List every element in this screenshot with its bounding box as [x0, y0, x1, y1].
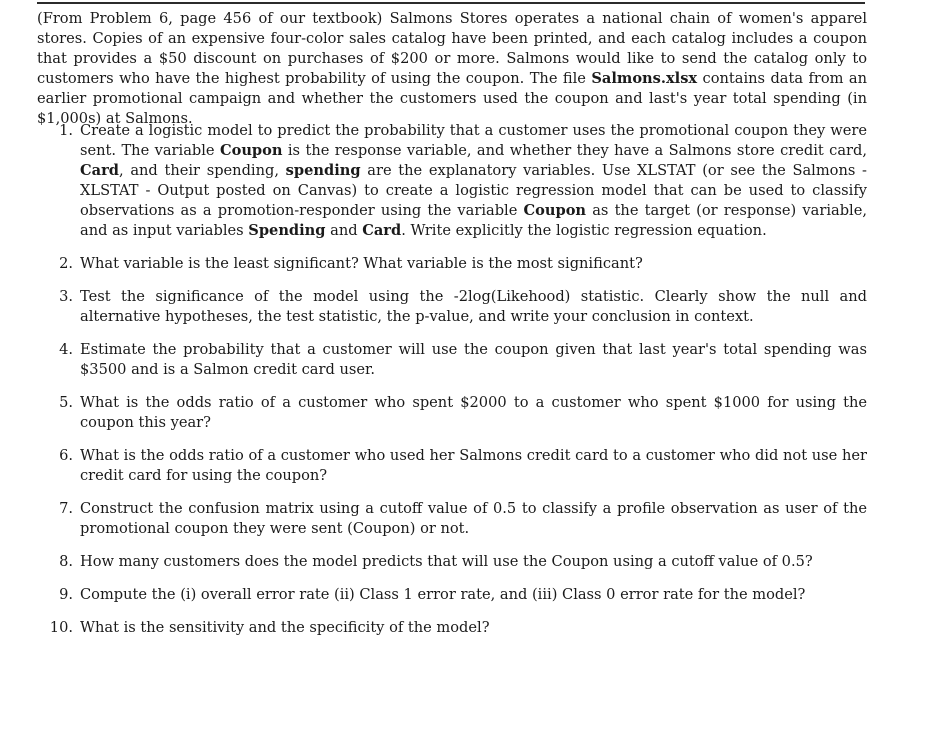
question-text: Test the significance of the model using the -2log(Likehood) statistic. Clearly show the null and alternative hypotheses, the test statistic, the p-value, and write your conclusion in context. — [80, 288, 867, 325]
question-1 — [37, 121, 867, 241]
question-list — [37, 121, 867, 651]
question-text: Estimate the probability that a customer will use the coupon given that last year's total spending was $3500 and is a Salmon credit card user. — [80, 341, 867, 378]
question-5 — [37, 393, 867, 433]
question-text: What is the odds ratio of a customer who spent $2000 to a customer who spent $1000 for using the coupon this year? — [80, 394, 867, 431]
question-number: 3. — [59, 288, 73, 305]
question-9 — [37, 585, 867, 605]
question-7 — [37, 499, 867, 539]
question-6 — [37, 446, 867, 486]
question-2 — [37, 254, 867, 274]
question-text: How many customers does the model predicts that will use the Coupon using a cutoff value of 0.5? — [80, 553, 813, 570]
question-number: 9. — [59, 586, 73, 603]
question-10 — [37, 618, 867, 638]
question-text: Construct the confusion matrix using a cutoff value of 0.5 to classify a profile observation as user of the promotional coupon they were sent (Coupon) or not. — [80, 500, 867, 537]
question-number: 7. — [59, 500, 73, 517]
question-number: 6. — [59, 447, 73, 464]
question-text: What is the sensitivity and the specificity of the model? — [80, 619, 490, 636]
question-number: 2. — [59, 255, 73, 272]
question-number: 10. — [49, 619, 73, 636]
intro-paragraph: (From Problem 6, page 456 of our textbook) Salmons Stores operates a national chain of women's apparel stores. Copies of an expensive four-color sales catalog have been printed, and each catalog includes a coupon that provides a $50 discount on purchases of $200 or more. Salmons would like to send the catalog only to customers who have the highest probability of using the coupon. The file Salmons.xlsx contains data from an earlier promotional campaign and whether the customers used the coupon and last's year total spending (in $1,000s) at Salmons. — [37, 10, 867, 127]
question-number: 8. — [59, 553, 73, 570]
question-text: What is the odds ratio of a customer who used her Salmons credit card to a customer who did not use her credit card for using the coupon? — [80, 447, 867, 484]
question-text: Create a logistic model to predict the probability that a customer uses the promotional coupon they were sent. The variable Coupon is the response variable, and whether they have a Salmons store credit card, Card, and their spending, spending are the explanatory variables. Use XLSTAT (or see the Salmons - XLSTAT - Output posted on Canvas) to create a logistic regression model that can be used to classify observations as a promotion-responder using the variable Coupon as the target (or response) variable, and as input variables Spending and Card. Write explicitly the logistic regression equation. — [80, 122, 867, 239]
problem-intro — [37, 9, 867, 129]
question-number: 1. — [59, 122, 73, 139]
question-number: 4. — [59, 341, 73, 358]
top-rule — [37, 2, 865, 4]
question-3 — [37, 287, 867, 327]
file-name: Salmons.xlsx — [591, 70, 698, 87]
question-number: 5. — [59, 394, 73, 411]
question-text: What variable is the least significant? What variable is the most significant? — [80, 255, 643, 272]
question-8 — [37, 552, 867, 572]
question-4 — [37, 340, 867, 380]
question-text: Compute the (i) overall error rate (ii) Class 1 error rate, and (iii) Class 0 error rate for the model? — [80, 586, 806, 603]
